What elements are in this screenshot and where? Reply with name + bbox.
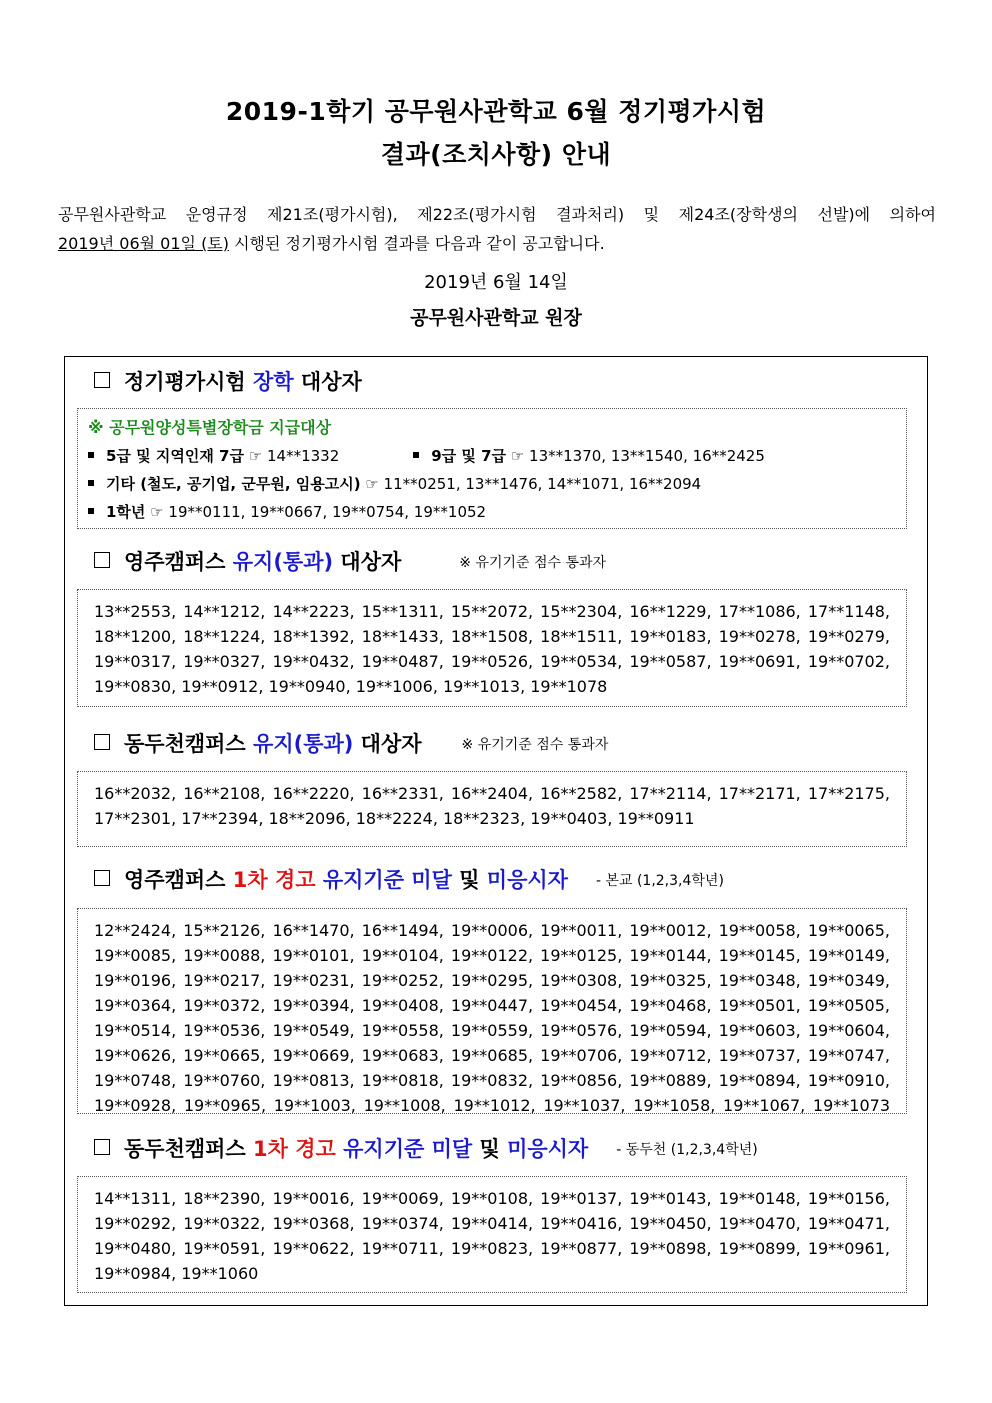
announce-date: 2019년 6월 14일 xyxy=(424,272,568,293)
list-item: 기타 (철도, 공기업, 군무원, 임용고시) ☞ 11**0251, 13**1476, 14**1071, 16**2094 xyxy=(88,470,896,498)
id-line: 12**2424, 15**2126, 16**1470, 16**1494, 19**0006, 19**0011, 19**0012, 19**0058, 19**0065, xyxy=(94,921,890,940)
checkbox-icon xyxy=(94,734,110,750)
id-line: 19**0292, 19**0322, 19**0368, 19**0374, 19**0414, 19**0416, 19**0450, 19**0470, 19**0471, xyxy=(94,1214,890,1233)
intro-rest: 시행된 정기평가시험 결과를 다음과 같이 공고합니다. xyxy=(229,234,605,253)
intro-paragraph xyxy=(58,200,936,258)
checkbox-icon xyxy=(94,870,110,886)
id-line: 19**0626, 19**0665, 19**0669, 19**0683, 19**0685, 19**0706, 19**0712, 19**0737, 19**0747, xyxy=(94,1046,890,1065)
yeongju-warning-note: - 본교 (1,2,3,4학년) xyxy=(595,873,724,889)
list-item: 5급 및 지역인재 7급 ☞ 14**1332 9급 및 7급 ☞ 13**1370, 13**1540, 16**2425 xyxy=(88,442,896,470)
bullet-icon xyxy=(413,452,419,458)
dongducheon-warning-note: - 동두천 (1,2,3,4학년) xyxy=(616,1142,758,1158)
scholarship-heading: 정기평가시험 장학 대상자 xyxy=(94,366,362,396)
id-line: 16**2032, 16**2108, 16**2220, 16**2331, 16**2404, 16**2582, 17**2114, 17**2171, 17**2175, xyxy=(94,784,890,803)
bullet-icon xyxy=(88,508,94,514)
checkbox-icon xyxy=(94,552,110,568)
id-line: 19**0514, 19**0536, 19**0549, 19**0558, 19**0559, 19**0576, 19**0594, 19**0603, 19**0604, xyxy=(94,1021,890,1040)
scholarship-subtitle: ※ 공무원양성특별장학금 지급대상 xyxy=(88,418,332,437)
intro-line-1: 공무원사관학교 운영규정 제21조(평가시험), 제22조(평가시험 결과처리) 및 제24조(장학생의 선발)에 의하여 xyxy=(58,205,936,224)
id-line: 19**0085, 19**0088, 19**0101, 19**0104, 19**0122, 19**0125, 19**0144, 19**0145, 19**0149, xyxy=(94,946,890,965)
checkbox-icon xyxy=(94,1139,110,1155)
dongducheon-pass-heading: 동두천캠퍼스 유지(통과) 대상자 ※ 유기기준 점수 통과자 xyxy=(94,728,608,758)
id-line: 19**0928, 19**0965, 19**1003, 19**1008, 19**1012, 19**1037, 19**1058, 19**1067, 19**1073 xyxy=(94,1096,890,1115)
dongducheon-warning-box xyxy=(77,1176,907,1293)
id-line: 17**2301, 17**2394, 18**2096, 18**2224, 18**2323, 19**0403, 19**0911 xyxy=(94,809,695,828)
dongducheon-warning-heading: 동두천캠퍼스 1차 경고 유지기준 미달 및 미응시자 - 동두천 (1,2,3,4학년) xyxy=(94,1133,758,1163)
bullet-icon xyxy=(88,480,94,486)
title-line-1: 2019-1학기 공무원사관학교 6월 정기평가시험 xyxy=(225,97,767,126)
id-line: 18**1200, 18**1224, 18**1392, 18**1433, 18**1508, 18**1511, 19**0183, 19**0278, 19**0279, xyxy=(94,627,890,646)
yeongju-pass-note: ※ 유기기준 점수 통과자 xyxy=(459,555,607,571)
scholarship-box xyxy=(77,408,907,529)
id-line: 19**0480, 19**0591, 19**0622, 19**0711, 19**0823, 19**0877, 19**0898, 19**0899, 19**0961, xyxy=(94,1239,890,1258)
checkbox-icon xyxy=(94,372,110,388)
issuer: 공무원사관학교 원장 xyxy=(410,307,582,329)
yeongju-warning-heading: 영주캠퍼스 1차 경고 유지기준 미달 및 미응시자 - 본교 (1,2,3,4학년) xyxy=(94,864,724,894)
list-item: 1학년 ☞ 19**0111, 19**0667, 19**0754, 19**1052 xyxy=(88,498,896,526)
id-line: 19**0748, 19**0760, 19**0813, 19**0818, 19**0832, 19**0856, 19**0889, 19**0894, 19**0910, xyxy=(94,1071,890,1090)
id-line: 14**1311, 18**2390, 19**0016, 19**0069, 19**0108, 19**0137, 19**0143, 19**0148, 19**0156, xyxy=(94,1189,890,1208)
exam-date: 2019년 06월 01일 (토) xyxy=(58,234,230,253)
yeongju-pass-box xyxy=(77,589,907,707)
id-line: 19**0317, 19**0327, 19**0432, 19**0487, 19**0526, 19**0534, 19**0587, 19**0691, 19**0702, xyxy=(94,652,890,671)
yeongju-warning-box xyxy=(77,908,907,1114)
id-line: 13**2553, 14**1212, 14**2223, 15**1311, 15**2072, 15**2304, 16**1229, 17**1086, 17**1148, xyxy=(94,602,890,621)
id-line: 19**0196, 19**0217, 19**0231, 19**0252, 19**0295, 19**0308, 19**0325, 19**0348, 19**0349, xyxy=(94,971,890,990)
dongducheon-pass-note: ※ 유기기준 점수 통과자 xyxy=(461,737,609,753)
yeongju-pass-heading: 영주캠퍼스 유지(통과) 대상자 ※ 유기기준 점수 통과자 xyxy=(94,546,606,576)
title-line-2: 결과(조치사항) 안내 xyxy=(380,140,612,169)
dongducheon-pass-box xyxy=(77,771,907,847)
id-line: 19**0830, 19**0912, 19**0940, 19**1006, 19**1013, 19**1078 xyxy=(94,677,608,696)
bullet-icon xyxy=(88,452,94,458)
id-line: 19**0364, 19**0372, 19**0394, 19**0408, 19**0447, 19**0454, 19**0468, 19**0501, 19**0505, xyxy=(94,996,890,1015)
id-line: 19**0984, 19**1060 xyxy=(94,1264,259,1283)
